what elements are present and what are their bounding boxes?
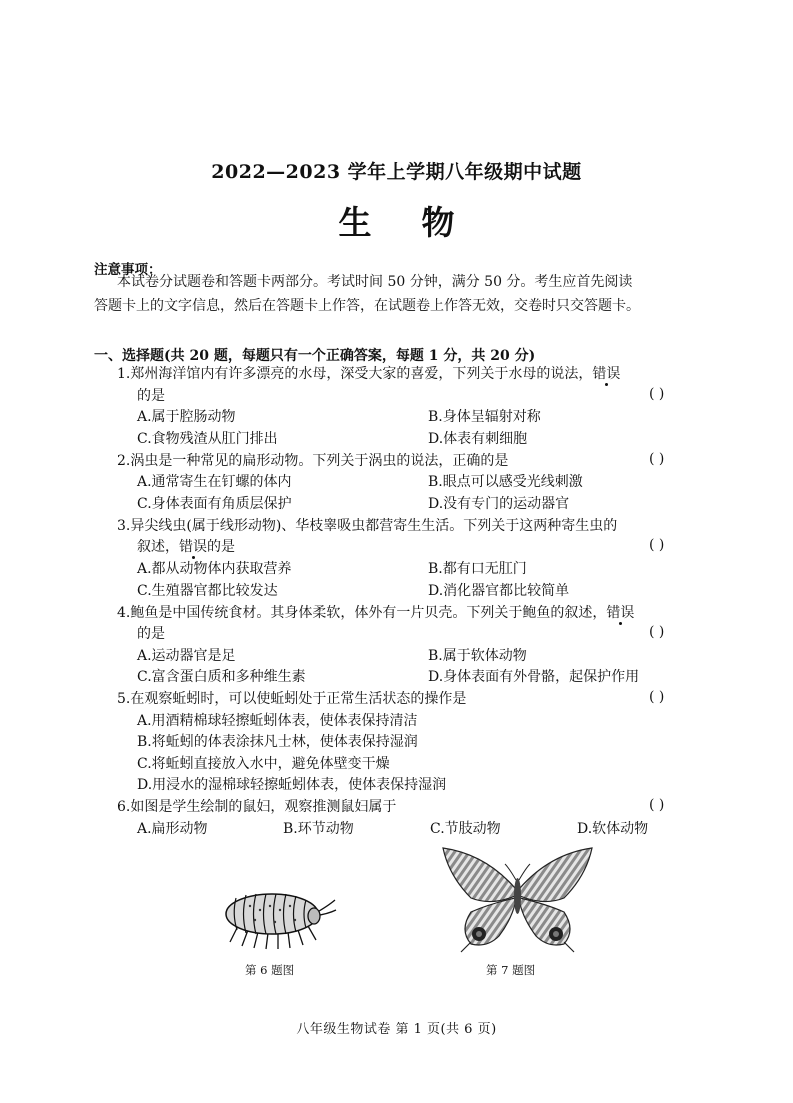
emphasis-text: 错误 (179, 539, 207, 555)
q1-option-b: B.身体呈辐射对称 (428, 409, 541, 425)
figure-7-caption: 第 7 题图 (486, 963, 536, 977)
subject-title: 生物 (338, 203, 505, 242)
q6-option-c: C.节肢动物 (430, 821, 501, 837)
answer-parens: ( ) (649, 797, 665, 813)
question-1-stem: 1.郑州海洋馆内有许多漂亮的水母，深受大家的喜爱，下列关于水母的说法，错误 (117, 366, 621, 382)
q4-option-d: D.身体表面有外骨骼，起保护作用 (428, 669, 640, 685)
q1-option-c: C.食物残渣从肛门排出 (137, 431, 278, 447)
q2-option-c: C.身体表面有角质层保护 (137, 496, 292, 512)
question-3-stem: 3.异尖线虫(属于线形动物)、华枝睾吸虫都营寄生生活。下列关于这两种寄生虫的 (117, 518, 618, 534)
answer-parens: ( ) (649, 689, 665, 705)
q2-option-d: D.没有专门的运动器官 (428, 496, 570, 512)
question-4-stem: 4.鲍鱼是中国传统食材。其身体柔软，体外有一片贝壳。下列关于鲍鱼的叙述，错误 (117, 605, 635, 621)
emphasis-text: 错误 (606, 605, 635, 621)
q3-option-b: B.都有口无肛门 (428, 561, 527, 577)
answer-parens: ( ) (649, 451, 665, 467)
q2-option-b: B.眼点可以感受光线刺激 (428, 474, 583, 490)
q4-option-c: C.富含蛋白质和多种维生素 (137, 669, 306, 685)
woodlouse-figure (210, 876, 340, 956)
q6-option-a: A.扁形动物 (137, 821, 208, 837)
notice-heading: 注意事项： (94, 262, 162, 278)
question-5-stem: 5.在观察蚯蚓时，可以使蚯蚓处于正常生活状态的操作是 (117, 691, 467, 707)
answer-parens: ( ) (649, 537, 665, 553)
q6-option-d: D.软体动物 (577, 821, 649, 837)
answer-parens: ( ) (649, 624, 665, 640)
question-2-stem: 2.涡虫是一种常见的扁形动物。下列关于涡虫的说法，正确的是 (117, 453, 509, 469)
notice-line-2: 答题卡上的文字信息，然后在答题卡上作答，在试题卷上作答无效，交卷时只交答题卡。 (94, 298, 640, 314)
q5-option-d: D.用浸水的湿棉球轻擦蚯蚓体表，使体表保持湿润 (137, 777, 447, 793)
q3-option-c: C.生殖器官都比较发达 (137, 583, 278, 599)
q5-option-b: B.将蚯蚓的体表涂抹凡士林，使体表保持湿润 (137, 734, 418, 750)
q6-option-b: B.环节动物 (283, 821, 354, 837)
exam-title: 2022—2023 学年上学期八年级期中试题 (211, 161, 582, 183)
q3-option-d: D.消化器官都比较简单 (428, 583, 570, 599)
q5-option-c: C.将蚯蚓直接放入水中，避免体壁变干燥 (137, 756, 390, 772)
question-4-stem-cont: 的是 (137, 626, 165, 642)
question-6-stem: 6.如图是学生绘制的鼠妇，观察推测鼠妇属于 (117, 799, 397, 815)
figure-6-caption: 第 6 题图 (245, 963, 295, 977)
q2-option-a: A.通常寄生在钉螺的体内 (137, 474, 292, 490)
q5-option-a: A.用酒精棉球轻擦蚯蚓体表，使体表保持清洁 (137, 713, 418, 729)
q4-option-a: A.运动器官是足 (137, 648, 236, 664)
q3-option-a: A.都从动物体内获取营养 (137, 561, 292, 577)
q4-option-b: B.属于软体动物 (428, 648, 527, 664)
notice-line-1: 本试卷分试题卷和答题卡两部分。考试时间 50 分钟，满分 50 分。考生应首先阅读 (117, 274, 633, 290)
q1-option-d: D.体表有刺细胞 (428, 431, 528, 447)
question-1-stem-cont: 的是 (137, 388, 165, 404)
emphasis-text: 错误 (592, 366, 621, 382)
answer-parens: ( ) (649, 386, 665, 402)
page-footer: 八年级生物试卷 第 1 页(共 6 页) (296, 1022, 497, 1037)
question-3-stem-cont: 叙述，错误的是 (137, 539, 235, 555)
butterfly-figure (435, 846, 600, 956)
q1-option-a: A.属于腔肠动物 (137, 409, 236, 425)
section-heading: 一、选择题(共 20 题，每题只有一个正确答案，每题 1 分，共 20 分) (94, 348, 536, 364)
